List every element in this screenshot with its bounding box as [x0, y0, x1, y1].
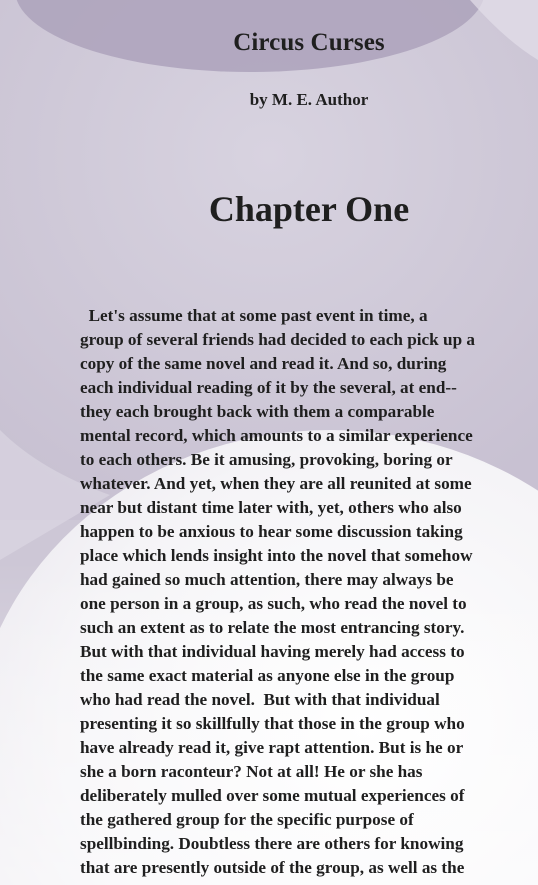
- body-line: the gathered group for the specific purpose of: [80, 810, 414, 829]
- body-line: she a born raconteur? Not at all! He or she has: [80, 762, 423, 781]
- body-line: happen to be anxious to hear some discussion taking: [80, 522, 463, 541]
- body-line: place which lends insight into the novel that somehow: [80, 546, 473, 565]
- body-line: Let's assume that at some past event in time, a: [80, 306, 428, 325]
- body-line: each individual reading of it by the several, at end--: [80, 378, 457, 397]
- chapter-heading: Chapter One: [208, 189, 410, 229]
- body-line: group of several friends had decided to each pick up a: [80, 330, 476, 349]
- body-line: copy of the same novel and read it. And so, during: [80, 354, 447, 373]
- body-line: one person in a group, as such, who read the novel to: [80, 594, 467, 613]
- body-line: that are presently outside of the group, as well as the: [80, 858, 465, 877]
- body-line: near but distant time later with, yet, others who also: [80, 498, 462, 517]
- body-line: had gained so much attention, there may always be: [80, 570, 454, 589]
- chapter-body: [80, 304, 536, 880]
- body-line: presenting it so skillfully that those in the group who: [80, 714, 465, 733]
- body-line: have already read it, give rapt attention. But is he or: [80, 738, 464, 757]
- author-byline: by M. E. Author: [249, 90, 369, 109]
- body-line: mental record, which amounts to a similar experience: [80, 426, 473, 445]
- body-line: such an extent as to relate the most entrancing story.: [80, 618, 465, 637]
- body-line: deliberately mulled over some mutual experiences of: [80, 786, 465, 805]
- body-line: spellbinding. Doubtless there are others for knowing: [80, 834, 464, 853]
- body-line: But with that individual having merely had access to: [80, 642, 465, 661]
- body-line: the same exact material as anyone else in the group: [80, 666, 455, 685]
- body-line: they each brought back with them a comparable: [80, 402, 435, 421]
- body-line: whatever. And yet, when they are all reunited at some: [80, 474, 472, 493]
- book-title: Circus Curses: [233, 29, 385, 56]
- body-line: who had read the novel. But with that individual: [80, 690, 440, 709]
- body-line: to each others. Be it amusing, provoking, boring or: [80, 450, 453, 469]
